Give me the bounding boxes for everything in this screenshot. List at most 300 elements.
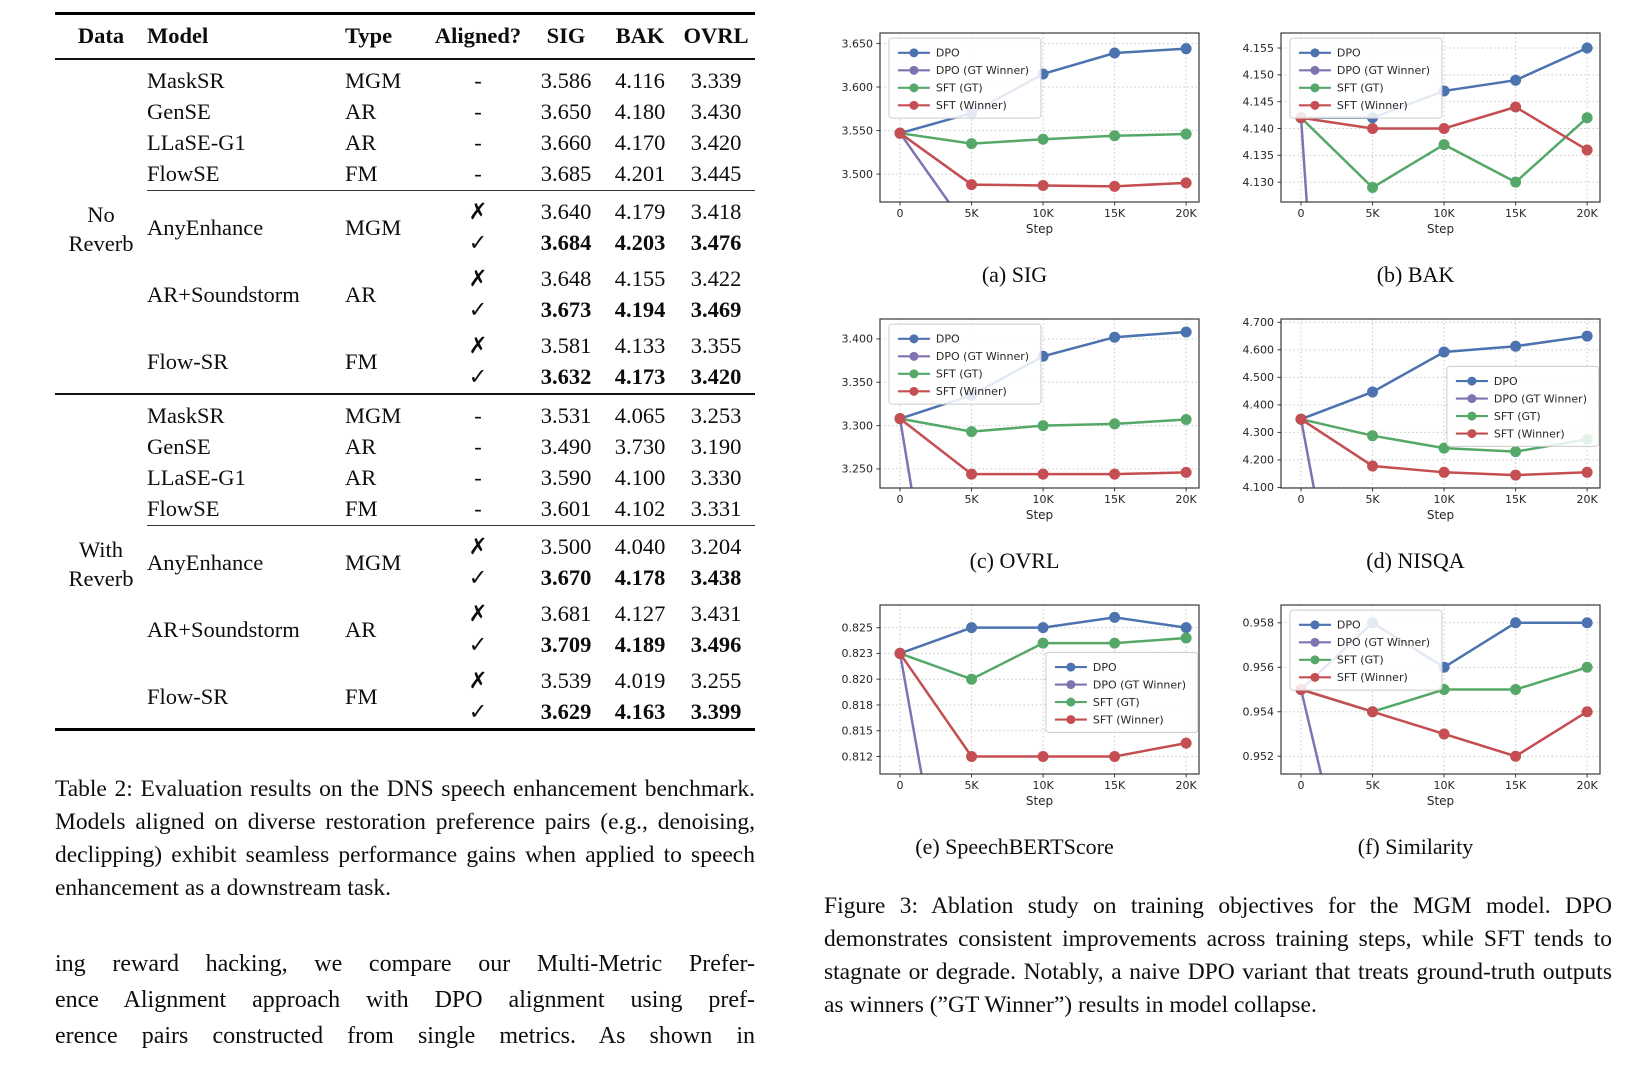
ovrl-cell: 3.204 [677,526,755,564]
svg-text:DPO (GT Winner): DPO (GT Winner) [1336,636,1431,650]
svg-text:SFT (GT): SFT (GT) [935,81,983,95]
svg-text:4.300: 4.300 [1242,426,1274,440]
table-header-row [55,14,755,60]
svg-text:SFT (Winner): SFT (Winner) [935,99,1007,113]
data-point-marker [1367,706,1378,717]
svg-text:5K: 5K [964,779,979,792]
data-point-marker [1439,139,1450,150]
data-point-marker [1109,751,1120,762]
chart-sig [822,26,1207,248]
data-point-marker [1510,617,1521,628]
svg-text:4.200: 4.200 [1242,453,1274,467]
legend [889,38,1041,118]
svg-text:0: 0 [896,493,904,506]
bak-cell: 4.163 [614,699,666,725]
svg-text:3.300: 3.300 [841,419,873,433]
x-axis-label: Step [1426,794,1455,808]
table-row [55,494,755,526]
data-point-marker [895,413,906,424]
sig-cell: 3.629 [540,699,592,725]
data-point-marker [1582,331,1593,342]
data-point-marker [1181,738,1192,749]
data-point-marker [1038,622,1049,633]
svg-text:3.400: 3.400 [841,332,873,346]
data-point-marker [1181,622,1192,633]
model-cell: GenSE [147,434,211,460]
svg-text:5K: 5K [1365,207,1380,220]
type-cell: FM [345,683,378,709]
data-point-marker [1510,470,1521,481]
svg-text:4.100: 4.100 [1242,481,1274,495]
svg-text:0: 0 [1297,779,1305,792]
model-cell: FlowSE [147,496,220,522]
data-group-label: No Reverb [68,202,134,256]
subplot-caption-ovrl: (c) OVRL [969,548,1060,573]
data-point-marker [1582,706,1593,717]
bak-cell: 4.173 [614,364,666,390]
svg-text:DPO: DPO [935,332,960,346]
svg-text:0.954: 0.954 [1242,705,1274,719]
data-point-marker [1109,332,1120,343]
svg-text:0.958: 0.958 [1242,616,1274,630]
svg-text:0.825: 0.825 [841,621,873,635]
subplot-caption-similarity: (f) Similarity [1357,834,1474,859]
svg-text:DPO (GT Winner): DPO (GT Winner) [1092,678,1187,692]
subplot-caption-speechbertscore: (e) SpeechBERTScore [915,834,1114,859]
data-point-marker [1367,460,1378,471]
data-point-marker [1109,612,1120,623]
data-point-marker [1439,467,1450,478]
data-point-marker [1109,48,1120,59]
aligned-cell: ✗ [427,191,529,229]
type-cell: MGM [345,191,427,260]
svg-text:4.145: 4.145 [1242,95,1274,109]
bak-cell: 4.178 [614,565,666,591]
aligned-cell: ✓ [468,230,488,256]
data-point-marker [1181,177,1192,188]
svg-text:4.155: 4.155 [1242,41,1274,55]
aligned-cell: ✓ [468,632,488,658]
data-point-marker [1109,181,1120,192]
ovrl-cell: 3.496 [690,632,742,658]
data-point-marker [1038,180,1049,191]
svg-text:0: 0 [896,779,904,792]
sig-cell: 3.490 [540,434,592,460]
svg-text:4.150: 4.150 [1242,68,1274,82]
svg-text:DPO (GT Winner): DPO (GT Winner) [1336,64,1431,78]
type-cell: AR [345,281,377,307]
sig-cell: 3.500 [529,526,603,564]
svg-text:20K: 20K [1175,779,1197,792]
x-axis-label: Step [1025,794,1054,808]
figure-column [822,26,1614,1022]
ovrl-cell: 3.469 [690,297,742,323]
model-cell: FlowSE [147,161,220,187]
svg-text:SFT (Winner): SFT (Winner) [1092,713,1164,727]
svg-text:SFT (GT): SFT (GT) [1092,695,1140,709]
table-row [55,594,755,630]
table-row [55,159,755,191]
svg-text:20K: 20K [1576,207,1598,220]
type-cell: MGM [345,526,427,595]
data-point-marker [1038,134,1049,145]
ovrl-cell: 3.430 [690,99,742,125]
svg-text:5K: 5K [964,493,979,506]
data-point-marker [1038,751,1049,762]
aligned-cell: - [474,496,482,522]
legend [1290,610,1442,690]
ovrl-cell: 3.255 [690,668,742,694]
data-point-marker [1510,751,1521,762]
table-row [55,526,755,564]
table-row [55,326,755,362]
data-point-marker [966,622,977,633]
sig-cell: 3.586 [540,68,592,94]
svg-text:10K: 10K [1032,493,1054,506]
ovrl-cell: 3.331 [690,496,742,522]
svg-text:10K: 10K [1433,779,1455,792]
svg-text:20K: 20K [1175,207,1197,220]
sig-cell: 3.685 [540,161,592,187]
ovrl-cell: 3.438 [690,565,742,591]
bak-cell: 4.179 [603,191,677,229]
ovrl-cell: 3.339 [690,68,742,94]
model-cell: Flow-SR [147,683,229,709]
data-point-marker [1367,430,1378,441]
data-point-marker [1038,469,1049,480]
col-header-bak: BAK [603,14,677,60]
data-point-marker [895,648,906,659]
bak-cell: 4.116 [615,68,665,94]
aligned-cell: ✗ [427,526,529,564]
sig-cell: 3.709 [540,632,592,658]
aligned-cell: ✗ [468,266,488,292]
svg-text:DPO: DPO [1092,660,1117,674]
svg-text:DPO: DPO [1336,618,1361,632]
model-cell: AR+Soundstorm [147,281,300,307]
body-text-line: ing reward hacking, we compare our Multi-Metric Prefer- [55,951,755,977]
type-cell: FM [345,161,378,187]
table-row [55,97,755,128]
svg-text:10K: 10K [1032,207,1054,220]
chart-similarity [1223,598,1608,820]
subplot-caption-sig: (a) SIG [981,262,1048,287]
aligned-cell: - [427,394,529,432]
table-caption: Table 2: Evaluation results on the DNS speech enhancement benchmark. Models aligned on diverse restoration preference pairs (e.g., denoising, declipping) exhibit seamless performance gains when applied to speech enhancement as a downstream task. [55,776,755,901]
svg-text:4.140: 4.140 [1242,122,1274,136]
aligned-cell: ✓ [468,699,488,725]
table-row [55,191,755,229]
legend [1447,366,1599,446]
body-text-block [55,946,755,1054]
model-cell: MaskSR [147,68,225,94]
table-row [55,128,755,159]
svg-text:15K: 15K [1103,779,1126,792]
sig-cell: 3.660 [540,130,592,156]
table-row [55,259,755,295]
sig-cell: 3.684 [540,230,592,256]
x-axis-label: Step [1426,508,1455,522]
data-point-marker [1181,414,1192,425]
svg-text:5K: 5K [964,207,979,220]
bak-cell: 3.730 [614,434,666,460]
chart-block-ovrl [822,312,1207,574]
subplot-caption-bak: (b) BAK [1376,262,1455,287]
chart-block-nisqa [1223,312,1608,574]
x-axis-label: Step [1426,222,1455,236]
ovrl-cell: 3.330 [690,465,742,491]
svg-text:DPO (GT Winner): DPO (GT Winner) [935,350,1030,364]
svg-text:10K: 10K [1433,207,1455,220]
sig-cell: 3.648 [540,266,592,292]
sig-cell: 3.539 [540,668,592,694]
chart-block-bak [1223,26,1608,288]
body-text-line: erence pairs constructed from single metrics. As shown in [55,1023,755,1049]
table-row [55,394,755,432]
svg-text:3.250: 3.250 [841,462,873,476]
svg-text:SFT (Winner): SFT (Winner) [1336,99,1408,113]
svg-text:5K: 5K [1365,779,1380,792]
data-point-marker [966,674,977,685]
data-point-marker [1582,112,1593,123]
sig-cell: 3.590 [540,465,592,491]
aligned-cell: - [474,68,482,94]
type-cell: AR [345,99,377,125]
svg-text:0.818: 0.818 [841,698,873,712]
svg-text:SFT (GT): SFT (GT) [1336,653,1384,667]
legend [1290,38,1442,118]
svg-text:4.500: 4.500 [1242,371,1274,385]
model-cell: Flow-SR [147,348,229,374]
ovrl-cell: 3.190 [690,434,742,460]
data-point-marker [966,469,977,480]
svg-text:20K: 20K [1175,493,1197,506]
ovrl-cell: 3.253 [677,394,755,432]
svg-text:0: 0 [1297,207,1305,220]
type-cell: MGM [345,68,402,94]
col-header-data: Data [55,14,147,60]
ovrl-cell: 3.418 [677,191,755,229]
data-point-marker [1367,123,1378,134]
charts-grid [822,26,1614,860]
svg-text:0.812: 0.812 [841,750,873,764]
aligned-cell: - [474,434,482,460]
data-point-marker [1181,632,1192,643]
results-table [55,12,755,731]
model-cell: AnyEnhance [147,191,345,260]
data-point-marker [1038,420,1049,431]
svg-text:20K: 20K [1576,779,1598,792]
chart-ovrl [822,312,1207,534]
svg-text:15K: 15K [1504,207,1527,220]
aligned-cell: ✓ [468,565,488,591]
svg-text:0.815: 0.815 [841,724,873,738]
aligned-cell: ✗ [468,333,488,359]
svg-text:3.550: 3.550 [841,124,873,138]
aligned-cell: - [474,465,482,491]
data-point-marker [1582,144,1593,155]
aligned-cell: ✗ [468,668,488,694]
left-column [55,12,755,905]
sig-cell: 3.670 [540,565,592,591]
col-header-sig: SIG [529,14,603,60]
data-point-marker [1367,386,1378,397]
svg-text:5K: 5K [1365,493,1380,506]
data-point-marker [1367,182,1378,193]
table-body [55,59,755,730]
figure-caption: Figure 3: Ablation study on training objectives for the MGM model. DPO demonstrates consistent improvements across training steps, while SFT tends to stagnate or degrade. Notably, a naive DPO variant that treats ground-truth outputs as winners (”GT Winner”) results in model collapse. [824,893,1612,1018]
data-point-marker [1109,638,1120,649]
data-point-marker [1109,418,1120,429]
data-point-marker [1510,446,1521,457]
svg-text:0: 0 [1297,493,1305,506]
bak-cell: 4.065 [603,394,677,432]
svg-text:15K: 15K [1103,493,1126,506]
svg-text:0.823: 0.823 [841,647,873,661]
svg-text:DPO: DPO [1336,46,1361,60]
body-text-line: ence Alignment approach with DPO alignment using pref- [55,987,755,1013]
svg-text:15K: 15K [1504,493,1527,506]
legend [889,324,1041,404]
data-point-marker [1439,123,1450,134]
data-point-marker [1510,684,1521,695]
data-point-marker [895,128,906,139]
aligned-cell: - [474,130,482,156]
sig-cell: 3.601 [540,496,592,522]
model-cell: LLaSE-G1 [147,465,246,491]
data-point-marker [1510,341,1521,352]
svg-text:0: 0 [896,207,904,220]
sig-cell: 3.681 [540,601,592,627]
col-header-aligned: Aligned? [427,14,529,60]
chart-block-similarity [1223,598,1608,860]
aligned-cell: ✓ [468,297,488,323]
model-cell: GenSE [147,99,211,125]
col-header-ovrl: OVRL [677,14,755,60]
type-cell: AR [345,616,377,642]
chart-nisqa [1223,312,1608,534]
bak-cell: 4.170 [614,130,666,156]
data-point-marker [1181,327,1192,338]
data-point-marker [1181,43,1192,54]
bak-cell: 4.194 [614,297,666,323]
ovrl-cell: 3.476 [690,230,742,256]
svg-text:15K: 15K [1103,207,1126,220]
data-point-marker [966,426,977,437]
data-point-marker [1582,662,1593,673]
ovrl-cell: 3.420 [690,364,742,390]
col-header-model: Model [147,14,345,60]
sig-cell: 3.531 [529,394,603,432]
data-point-marker [1109,469,1120,480]
ovrl-cell: 3.431 [690,601,742,627]
model-cell: LLaSE-G1 [147,130,246,156]
svg-text:DPO: DPO [1493,374,1518,388]
data-point-marker [1510,177,1521,188]
legend [1046,652,1198,732]
bak-cell: 4.201 [614,161,666,187]
svg-text:SFT (GT): SFT (GT) [1336,81,1384,95]
subplot-caption-nisqa: (d) NISQA [1366,548,1465,573]
data-point-marker [1439,347,1450,358]
data-point-marker [1582,617,1593,628]
sig-cell: 3.581 [540,333,592,359]
sig-cell: 3.650 [540,99,592,125]
svg-text:SFT (Winner): SFT (Winner) [1336,671,1408,685]
data-point-marker [966,138,977,149]
svg-text:10K: 10K [1433,493,1455,506]
svg-text:4.600: 4.600 [1242,343,1274,357]
type-cell: AR [345,465,377,491]
bak-cell: 4.155 [614,266,666,292]
data-point-marker [1296,414,1307,425]
svg-text:0.820: 0.820 [841,672,873,686]
table-header [55,14,755,60]
type-cell: FM [345,348,378,374]
ovrl-cell: 3.420 [690,130,742,156]
data-group-label: With Reverb [55,394,147,730]
svg-text:DPO: DPO [935,46,960,60]
bak-cell: 4.127 [614,601,666,627]
svg-text:SFT (GT): SFT (GT) [1493,409,1541,423]
x-axis-label: Step [1025,222,1054,236]
x-axis-label: Step [1025,508,1054,522]
bak-cell: 4.133 [614,333,666,359]
data-point-marker [1181,129,1192,140]
sig-cell: 3.632 [540,364,592,390]
bak-cell: 4.102 [614,496,666,522]
svg-text:10K: 10K [1032,779,1054,792]
ovrl-cell: 3.445 [690,161,742,187]
ovrl-cell: 3.355 [690,333,742,359]
sig-cell: 3.673 [540,297,592,323]
chart-block-sig [822,26,1207,288]
bak-cell: 4.019 [614,668,666,694]
svg-text:3.650: 3.650 [841,37,873,51]
col-header-type: Type [345,14,427,60]
table-row [55,463,755,494]
data-point-marker [1439,728,1450,739]
data-point-marker [1510,75,1521,86]
type-cell: MGM [345,394,427,432]
aligned-cell: - [474,161,482,187]
table-row [55,432,755,463]
type-cell: AR [345,434,377,460]
data-point-marker [966,179,977,190]
ovrl-cell: 3.399 [690,699,742,725]
svg-text:4.135: 4.135 [1242,149,1274,163]
type-cell: FM [345,496,378,522]
bak-cell: 4.203 [614,230,666,256]
svg-text:DPO (GT Winner): DPO (GT Winner) [1493,392,1588,406]
svg-text:0.956: 0.956 [1242,661,1274,675]
svg-text:4.130: 4.130 [1242,175,1274,189]
data-point-marker [1109,130,1120,141]
svg-text:SFT (Winner): SFT (Winner) [1493,427,1565,441]
svg-text:0.952: 0.952 [1242,750,1274,764]
aligned-cell: - [474,99,482,125]
bak-cell: 4.180 [614,99,666,125]
data-point-marker [1582,43,1593,54]
svg-text:SFT (Winner): SFT (Winner) [935,385,1007,399]
data-point-marker [1582,467,1593,478]
chart-speechbertscore [822,598,1207,820]
chart-block-speechbertscore [822,598,1207,860]
svg-text:DPO (GT Winner): DPO (GT Winner) [935,64,1030,78]
svg-text:4.400: 4.400 [1242,398,1274,412]
chart-bak [1223,26,1608,248]
data-point-marker [1181,467,1192,478]
